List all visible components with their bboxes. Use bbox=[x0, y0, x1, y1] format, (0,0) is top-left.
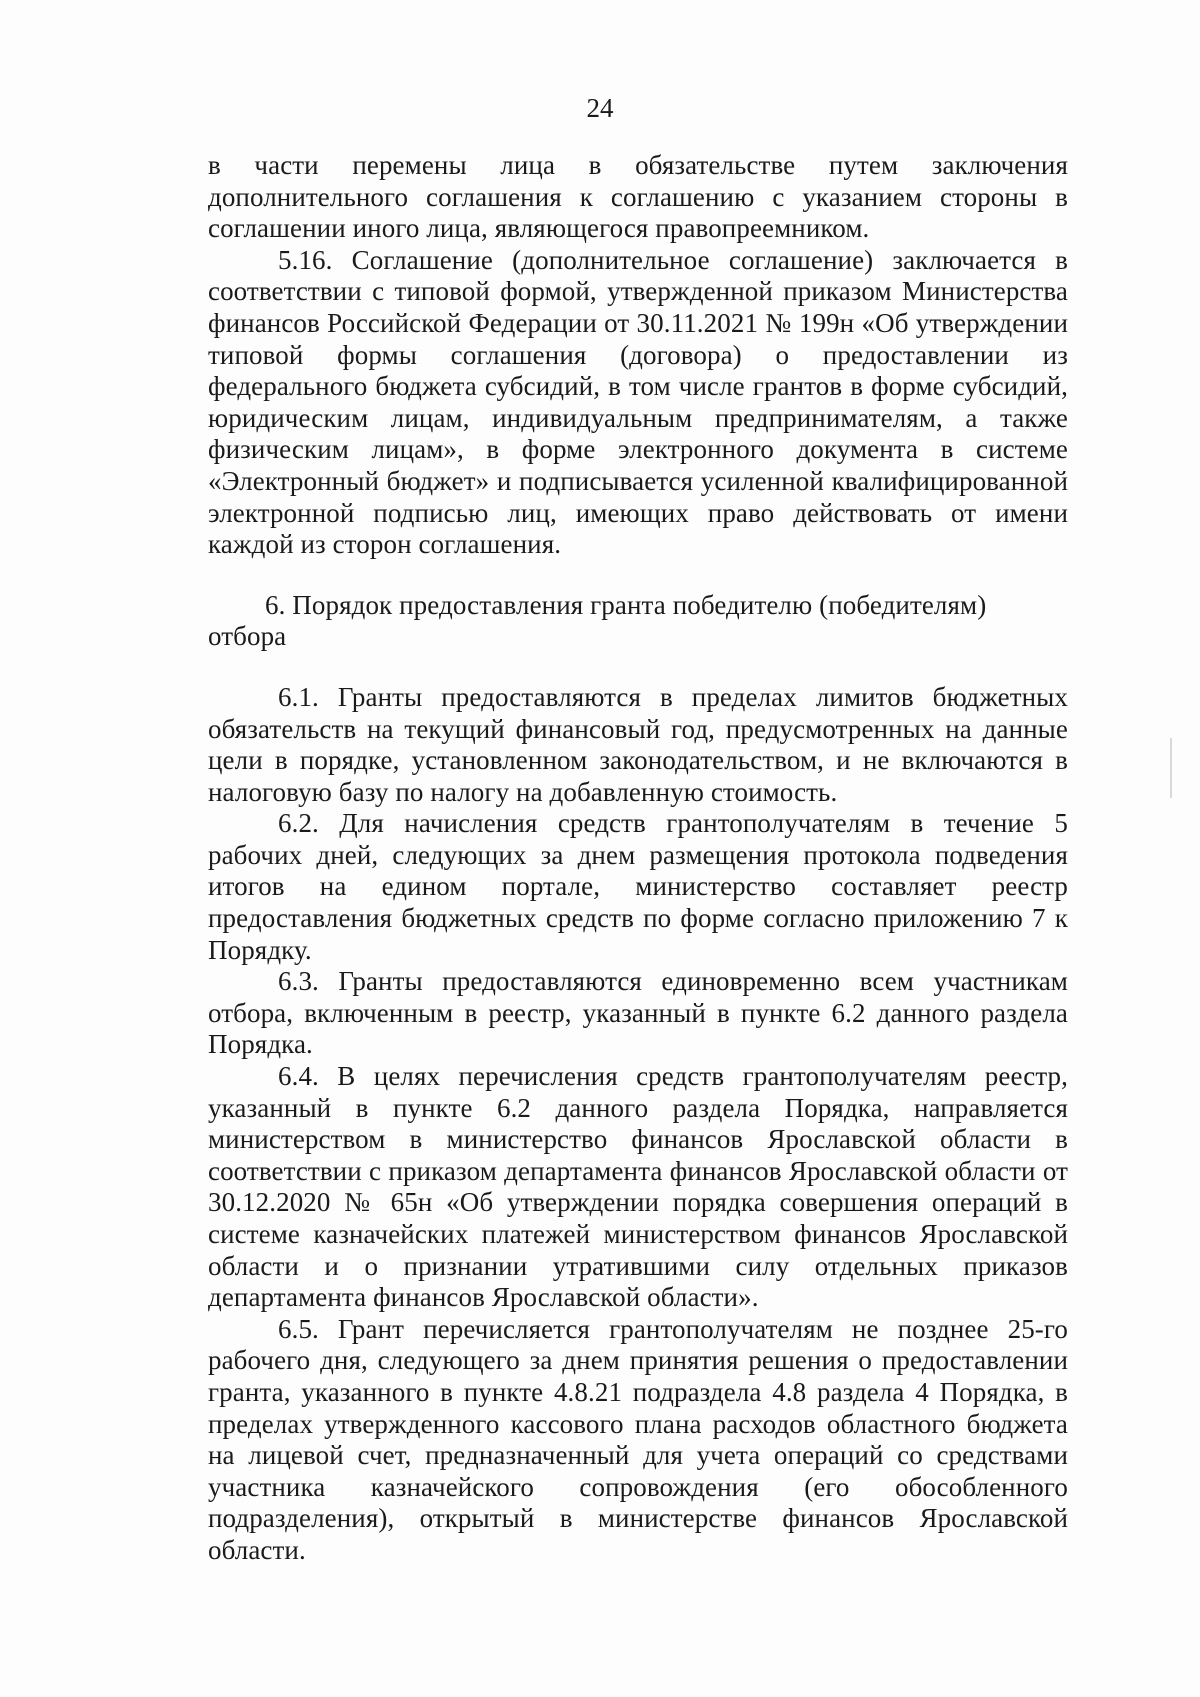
paragraph-6-1: 6.1. Гранты предоставляются в пределах лимитов бюджетных обязательств на текущий финансовый год, предусмотренных на данные цели в порядке, установленном законодательством, и не включаются в налоговую базу по налогу на добавленную стоимость. bbox=[208, 681, 1068, 807]
scan-artifact bbox=[1170, 738, 1172, 798]
paragraph-continuation: в части перемены лица в обязательстве путем заключения дополнительного соглашения к соглашению с указанием стороны в соглашении иного лица, являющегося правопреемником. bbox=[208, 150, 1068, 244]
paragraph-6-4: 6.4. В целях перечисления средств грантополучателям реестр, указанный в пункте 6.2 данного раздела Порядка, направляется министерством в министерство финансов Ярославской области в соответствии с приказом департамента финансов Ярославской области от 30.12.2020 № 65н «Об утверждении порядка совершения операций в системе казначейских платежей министерством финансов Ярославской области и о признании утратившими силу отдельных приказов департамента финансов Ярославской области». bbox=[208, 1061, 1068, 1313]
paragraph-6-2: 6.2. Для начисления средств грантополучателям в течение 5 рабочих дней, следующих за днем размещения протокола подведения итогов на едином портале, министерство составляет реестр предоставления бюджетных средств по форме согласно приложению 7 к Порядку. bbox=[208, 808, 1068, 965]
document-body bbox=[208, 150, 1068, 1567]
paragraph-5-16: 5.16. Соглашение (дополнительное соглашение) заключается в соответствии с типовой формой, утвержденной приказом Министерства финансов Российской Федерации от 30.11.2021 № 199н «Об утверждении типовой формы соглашения (договора) о предоставлении из федерального бюджета субсидий, в том числе грантов в форме субсидий, юридическим лицам, индивидуальным предпринимателям, а также физическим лицам», в форме электронного документа в системе «Электронный бюджет» и подписывается усиленной квалифицированной электронной подписью лиц, имеющих право действовать от имени каждой из сторон соглашения. bbox=[208, 244, 1068, 560]
paragraph-6-5: 6.5. Грант перечисляется грантополучателям не позднее 25-го рабочего дня, следующего за днем принятия решения о предоставлении гранта, указанного в пункте 4.8.21 подраздела 4.8 раздела 4 Порядка, в пределах утвержденного кассового плана расходов областного бюджета на лицевой счет, предназначенный для учета операций со средствами участника казначейского сопровождения (его обособленного подразделения), открытый в министерстве финансов Ярославской области. bbox=[208, 1313, 1068, 1565]
page-number: 24 bbox=[586, 93, 614, 123]
paragraph-6-3: 6.3. Гранты предоставляются единовременно всем участникам отбора, включенным в реестр, указанный в пункте 6.2 данного раздела Порядка. bbox=[208, 966, 1068, 1060]
section-6-heading: 6. Порядок предоставления гранта победителю (победителям) отбора bbox=[208, 589, 987, 652]
